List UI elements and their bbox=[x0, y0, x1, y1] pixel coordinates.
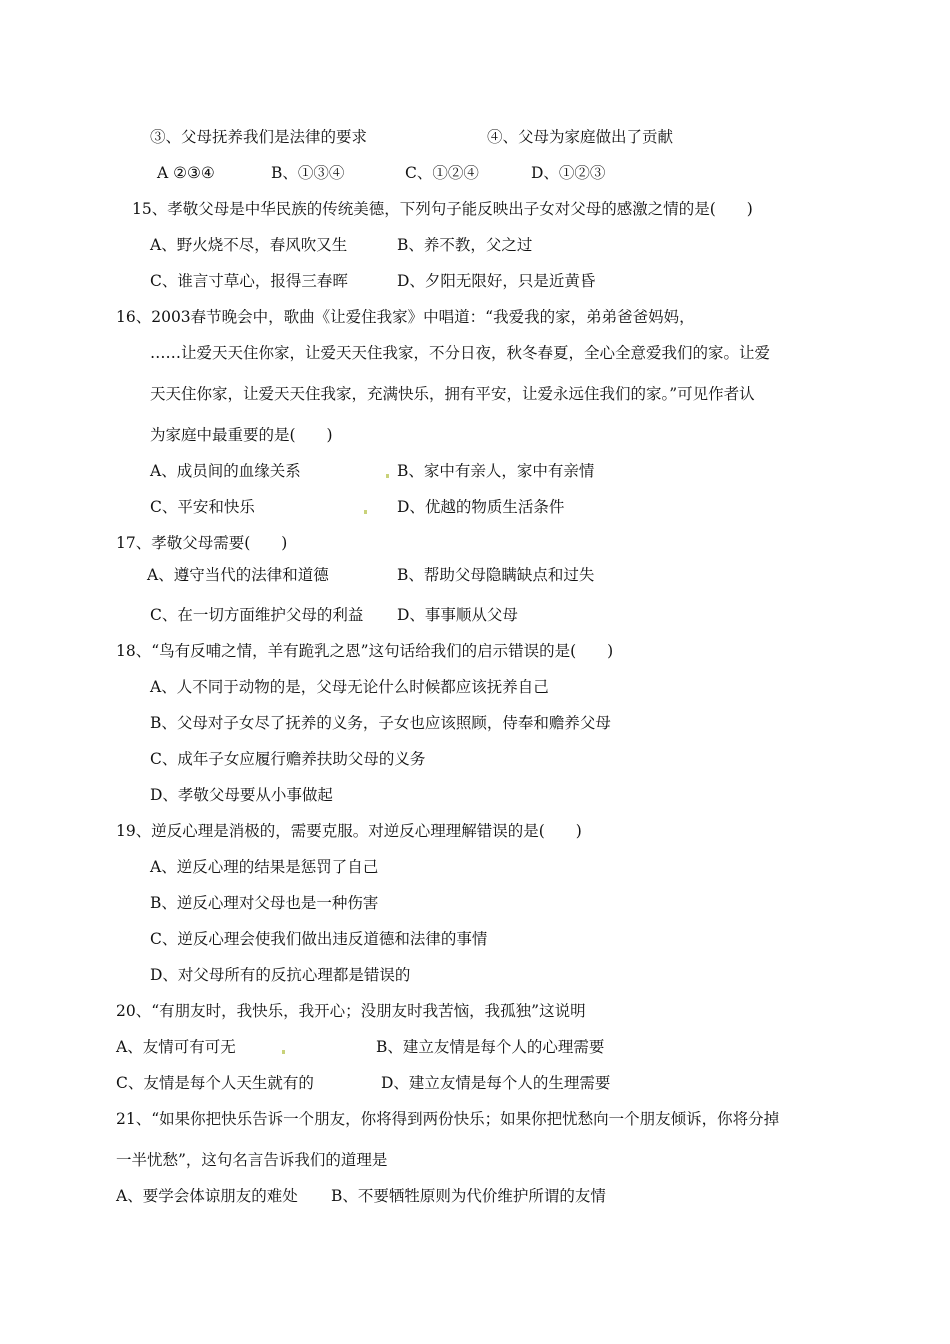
q21-stem-line-2: 一半忧愁”，这句名言告诉我们的道理是 bbox=[116, 1151, 388, 1169]
q17-stem: 17、孝敬父母需要( ) bbox=[116, 534, 288, 552]
q14-option-3: ③、父母抚养我们是法律的要求 bbox=[150, 128, 368, 146]
q16-stem-line-3: 天天住你家，让爱天天住我家，充满快乐，拥有平安，让爱永远住我们的家。”可见作者认 bbox=[150, 385, 755, 403]
scan-speck bbox=[386, 474, 389, 478]
q16-choice-a: A、成员间的血缘关系 bbox=[150, 462, 301, 480]
q20-choice-a: A、友情可有可无 bbox=[116, 1038, 236, 1056]
q20-choice-b: B、建立友情是每个人的心理需要 bbox=[376, 1038, 605, 1056]
q21-stem-line-1: 21、“如果你把快乐告诉一个朋友，你将得到两份快乐；如果你把忧愁向一个朋友倾诉，你将分掉 bbox=[116, 1110, 780, 1128]
q17-choice-b: B、帮助父母隐瞒缺点和过失 bbox=[397, 566, 595, 584]
q20-choice-c: C、友情是每个人天生就有的 bbox=[116, 1074, 314, 1092]
q18-choice-c: C、成年子女应履行赡养扶助父母的义务 bbox=[150, 750, 426, 768]
q14-choice-b: B、①③④ bbox=[271, 164, 345, 182]
q19-choice-b: B、逆反心理对父母也是一种伤害 bbox=[150, 894, 379, 912]
q16-choice-b: B、家中有亲人，家中有亲情 bbox=[397, 462, 595, 480]
q21-choice-a: A、要学会体谅朋友的难处 bbox=[116, 1187, 298, 1205]
q14-choice-d: D、①②③ bbox=[531, 164, 606, 182]
q21-choice-b: B、不要牺牲原则为代价维护所谓的友情 bbox=[331, 1187, 606, 1205]
q18-choice-d: D、孝敬父母要从小事做起 bbox=[150, 786, 333, 804]
q15-stem: 15、孝敬父母是中华民族的传统美德，下列句子能反映出子女对父母的感激之情的是( ) bbox=[132, 200, 753, 218]
q15-choice-c: C、谁言寸草心，报得三春晖 bbox=[150, 272, 348, 290]
scan-speck bbox=[282, 1050, 285, 1054]
q16-choice-c: C、平安和快乐 bbox=[150, 498, 255, 516]
q20-stem: 20、“有朋友时，我快乐，我开心；没朋友时我苦恼，我孤独”这说明 bbox=[116, 1002, 586, 1020]
q14-option-4: ④、父母为家庭做出了贡献 bbox=[487, 128, 674, 146]
q14-choice-a: A ②③④ bbox=[157, 164, 215, 182]
q19-choice-d: D、对父母所有的反抗心理都是错误的 bbox=[150, 966, 411, 984]
q18-choice-b: B、父母对子女尽了抚养的义务，子女也应该照顾，侍奉和赡养父母 bbox=[150, 714, 611, 732]
scan-speck bbox=[364, 510, 367, 514]
q19-choice-c: C、逆反心理会使我们做出违反道德和法律的事情 bbox=[150, 930, 488, 948]
q17-choice-c: C、在一切方面维护父母的利益 bbox=[150, 606, 364, 624]
q16-stem-line-1: 16、2003春节晚会中，歌曲《让爱住我家》中唱道：“我爱我的家，弟弟爸爸妈妈， bbox=[116, 308, 695, 326]
q15-choice-b: B、养不教，父之过 bbox=[397, 236, 533, 254]
q17-choice-a: A、遵守当代的法律和道德 bbox=[147, 566, 329, 584]
q16-stem-line-2: ……让爱天天住你家，让爱天天住我家，不分日夜，秋冬春夏，全心全意爱我们的家。让爱 bbox=[150, 344, 771, 362]
q19-choice-a: A、逆反心理的结果是惩罚了自己 bbox=[150, 858, 379, 876]
q15-choice-d: D、夕阳无限好，只是近黄昏 bbox=[397, 272, 596, 290]
q17-choice-d: D、事事顺从父母 bbox=[397, 606, 518, 624]
q19-stem: 19、逆反心理是消极的，需要克服。对逆反心理理解错误的是( ) bbox=[116, 822, 582, 840]
q18-stem: 18、“鸟有反哺之情，羊有跪乳之恩”这句话给我们的启示错误的是( ) bbox=[116, 642, 614, 660]
q16-choice-d: D、优越的物质生活条件 bbox=[397, 498, 565, 516]
q15-choice-a: A、野火烧不尽，春风吹又生 bbox=[150, 236, 348, 254]
q16-stem-line-4: 为家庭中最重要的是( ) bbox=[150, 426, 333, 444]
q18-choice-a: A、人不同于动物的是，父母无论什么时候都应该抚养自己 bbox=[150, 678, 549, 696]
q14-choice-c: C、①②④ bbox=[405, 164, 479, 182]
q20-choice-d: D、建立友情是每个人的生理需要 bbox=[381, 1074, 611, 1092]
